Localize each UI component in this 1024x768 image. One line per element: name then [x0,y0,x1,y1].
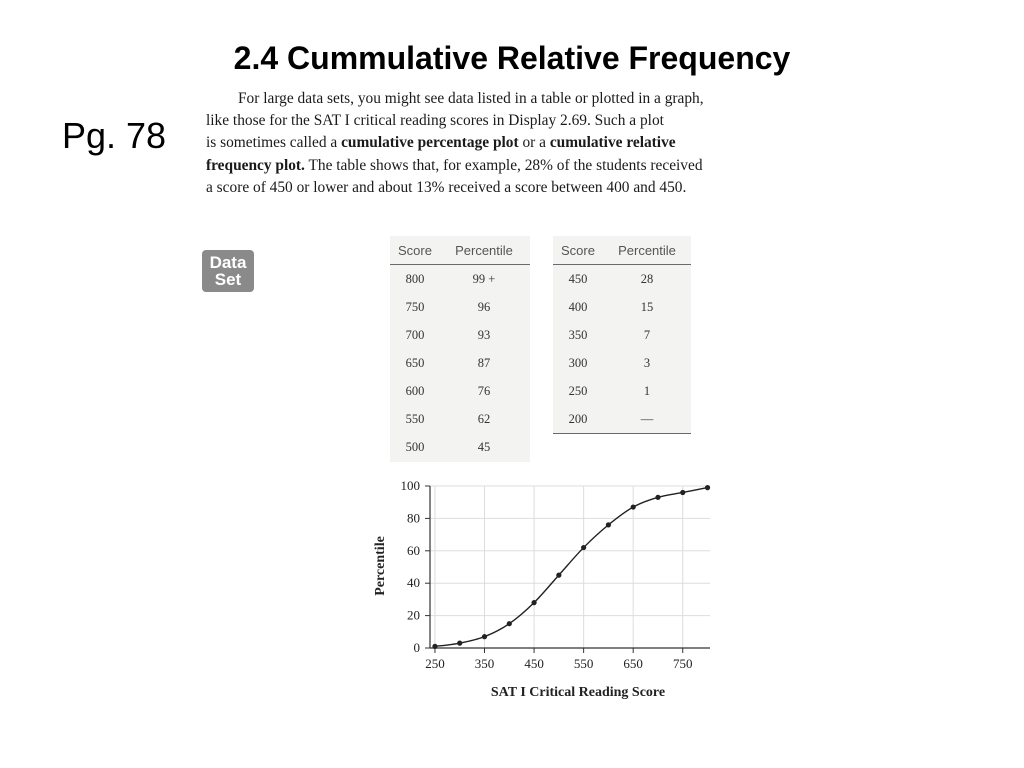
grid [430,486,710,648]
term-cumulative-percentage-plot: cumulative percentage plot [341,134,519,152]
table-row [553,321,691,349]
data-point [531,600,536,605]
data-points [432,485,710,649]
paragraph-line-2: like those for the SAT I critical reading scores in Display 2.69. Such a plot [206,112,664,130]
table-row [390,377,530,405]
y-tick-label: 60 [407,542,420,558]
table-row [390,293,530,321]
score-cell: 700 [405,327,425,342]
data-point [655,495,660,500]
percentile-cell: 96 [477,299,491,314]
score-cell: 650 [405,355,425,370]
table-row [553,405,691,433]
data-point [631,504,636,509]
table-row [390,433,530,461]
score-cell: 600 [405,383,425,398]
x-tick-label: 450 [524,656,544,671]
data-point [507,621,512,626]
score-cell: 750 [405,299,425,314]
table-row [390,321,530,349]
y-axis-label: Percentile [373,536,388,596]
score-cell: 300 [568,355,588,370]
score-header: Score [398,242,432,258]
x-tick-label: 650 [623,656,643,671]
table-header [390,236,530,265]
percentile-cell: 7 [643,327,651,342]
cumulative-line [435,488,708,647]
x-tick-label: 550 [573,656,594,671]
table-row [553,349,691,377]
term-frequency-plot: frequency plot. [206,156,305,174]
table-row [553,293,691,321]
score-cell: 400 [568,299,588,314]
y-tick-label: 100 [400,478,420,493]
y-tick-label: 40 [407,575,420,591]
percentile-cell: 28 [640,271,654,286]
table-body [390,265,530,461]
score-cell: 800 [405,271,425,286]
percentile-table-right [553,236,691,434]
percentile-cell: 87 [477,355,491,370]
score-cell: 550 [405,411,425,426]
tick-labels [401,478,693,671]
data-point [432,644,437,649]
table-row [390,405,530,433]
percentile-cell: 3 [643,355,651,370]
score-cell: 500 [405,439,425,454]
percentile-cell: 1 [643,383,651,398]
paragraph-text: is sometimes called a [206,134,342,152]
x-tick-label: 250 [425,656,445,671]
table-row [553,377,691,405]
percentile-cell: 93 [477,327,491,342]
score-cell: 250 [568,383,588,398]
data-set-badge-icon [202,250,254,292]
percentile-cell: 99 + [472,271,496,286]
percentile-header: Percentile [618,242,676,258]
percentile-table-left [390,236,530,462]
badge-line-2: Set [214,270,242,289]
table-body [553,265,691,434]
table-row [390,265,530,293]
intro-paragraph [206,88,906,199]
y-tick-label: 80 [407,510,420,526]
paragraph-text: or a [518,134,550,152]
y-tick-label: 20 [407,607,420,623]
paragraph-line-5: a score of 450 or lower and about 13% received a score between 400 and 450. [206,178,687,196]
term-cumulative-relative: cumulative relative [549,134,676,152]
percentile-cell: 45 [477,439,491,454]
data-point [705,485,710,490]
data-point [680,490,685,495]
page-reference: Pg. 78 [62,115,167,156]
score-header: Score [561,242,595,258]
data-point [482,634,487,639]
y-tick-label: 0 [413,640,420,655]
score-cell: 200 [568,411,588,426]
paragraph-line-4 [206,155,906,177]
table-row [390,349,530,377]
table-header [553,236,691,265]
percentile-header: Percentile [455,242,513,258]
data-point [581,545,586,550]
axes [425,486,710,653]
data-point [457,641,462,646]
score-cell: 450 [568,271,588,286]
percentile-cell: 15 [640,299,654,314]
badge-line-1: Data [209,253,247,272]
data-point [556,573,561,578]
x-tick-label: 350 [474,656,495,671]
percentile-cell: 62 [477,411,491,426]
paragraph-text: The table shows that, for example, 28% of the students received [304,156,703,174]
paragraph-line-1: For large data sets, you might see data listed in a table or plotted in a graph, [238,90,704,107]
score-cell: 350 [568,327,588,342]
paragraph-line-3 [206,132,906,154]
x-axis-label: SAT I Critical Reading Score [490,685,666,700]
percentile-cell: — [640,411,654,426]
percentile-cell: 76 [477,383,491,398]
series-line [435,488,708,647]
table-row [553,265,691,293]
x-tick-label: 750 [672,656,693,671]
slide-title: 2.4 Cummulative Relative Frequency [233,40,791,76]
data-point [606,522,611,527]
cumulative-percentage-plot [360,470,730,710]
